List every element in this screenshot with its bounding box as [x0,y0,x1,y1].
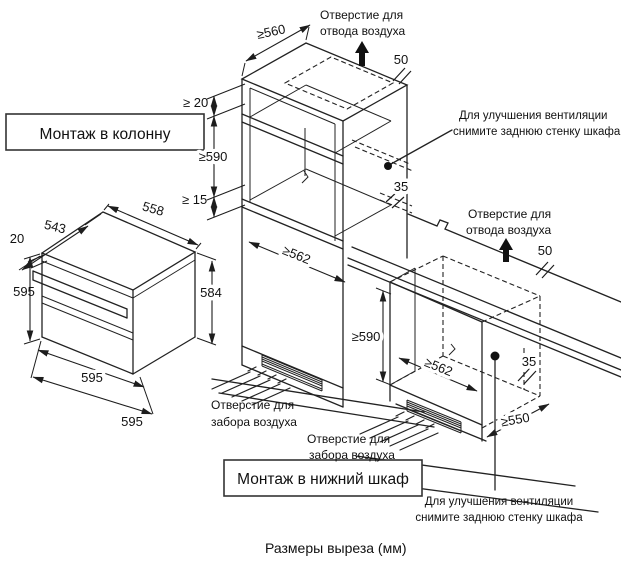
shelf-2-surface-left [250,169,306,200]
column-dimensions [207,25,411,282]
shelf-2-front-top [242,199,343,241]
oven-bottom-right-edge [133,337,195,374]
niche-bottom-edge [390,385,482,425]
cabinet-top-face [242,43,407,121]
callout-dot [384,162,392,170]
callout-dot [491,352,500,361]
dim-tick-50 [393,68,411,84]
dim-niche-height-label: ≥590 [198,149,228,164]
leader-line [391,130,452,164]
flow-stroke [222,376,260,393]
air-outlet-label2-line1: Отверстие для [468,207,552,221]
top-panel-edge-right [133,260,195,298]
back-wall-vent-line [355,147,413,171]
shelf-2-surface-back [306,169,391,205]
grille-line [407,404,461,426]
shelf-1-front-top [242,114,343,156]
air-intake-grille [407,400,461,433]
grille-line [262,361,322,386]
dim-oven-front-width-label: 595 [81,370,103,385]
niche-top-edge [390,282,482,322]
top-vent-cutout [285,57,393,109]
air-intake-label2-line2: забора воздуха [309,448,395,462]
air-outlet-label-line1: Отверстие для [320,8,404,22]
grille-line [407,406,461,428]
dim-lower-niche-height-label: ≥590 [351,329,381,344]
dim-back-vent-label: 35 [393,179,409,194]
hidden-box-top-left [390,256,443,282]
up-arrow-icon [499,238,513,262]
dim-cabinet-depth-label: ≥560 [255,21,287,42]
dim-oven-depth-label: 543 [42,216,68,237]
vent-note-label-line2: снимите заднюю стенку шкафа [453,126,621,138]
vent-note-label-line1: Для улучшения вентиляции [459,110,608,122]
air-intake-label2-line1: Отверстие для [307,432,391,446]
dim-niche-width-label: ≥562 [280,242,313,268]
grille-edge [407,411,461,433]
hidden-box-top-right [482,296,540,322]
flow-stroke [400,433,438,450]
dim-bottom-gap-label: ≥ 15 [182,192,208,207]
shelf-1-front-bottom [242,122,343,164]
shelf-2-front-bottom [242,207,343,249]
dim-oven-top-panel-label: 20 [9,231,25,246]
dim-tick-35 [518,368,536,384]
back-wall-vent-line [352,140,410,164]
dim-oven-height-label: 595 [13,284,35,299]
dim-oven-width-label: 558 [140,198,166,219]
air-intake-label-line2: забора воздуха [211,415,297,429]
door-top-edge [42,303,133,340]
vent-note-label2-line2: снимите заднюю стенку шкафа [415,512,583,524]
up-arrow-icon [355,41,369,66]
dim-lower-back-vent-label: 35 [521,354,537,369]
oven-bottom-front-edge [42,337,133,374]
section-label-column: Монтаж в колонну [39,126,171,143]
dim-oven-overall-width-label: 595 [121,414,143,429]
flow-stroke [390,429,428,446]
air-outlet-label2-line2: отвода воздуха [466,223,552,237]
vent-note-callout-top [384,130,452,170]
section-label-lower: Монтаж в нижний шкаф [237,471,409,488]
countertop-back-edge [352,247,621,358]
countertop-front-top-edge [348,258,621,370]
oven-dimensions [19,204,216,414]
shelf-1-surface-left [250,85,306,117]
dim-top-vent-offset-label: 50 [393,52,409,67]
oven-drawing [33,212,195,374]
shelf-1-surface-back [306,85,391,121]
dim-lower-niche-width-label: ≥562 [422,354,455,380]
dim-top-gap-label: ≥ 20 [183,95,209,110]
wall-break-mark [302,171,308,183]
handle-bottom [33,280,127,318]
vent-note-label2-line1: Для улучшения вентиляции [424,496,574,508]
air-outlet-label-line2: отвода воздуха [320,24,406,38]
air-intake-label-line1: Отверстие для [211,398,295,412]
countertop [348,214,621,380]
top-frame-inner-edge [250,88,335,124]
dim-counter-vent-offset-label: 50 [537,243,553,258]
dim-oven-body-height-label: 584 [200,285,222,300]
grille-line [262,359,322,384]
vent-note-callout-bottom [491,352,500,491]
wall-break-mark [449,344,455,355]
diagram-caption: Размеры выреза (мм) [265,540,407,556]
dim-lower-niche-depth-label: ≥550 [499,409,531,430]
door-bottom-edge [242,346,343,388]
